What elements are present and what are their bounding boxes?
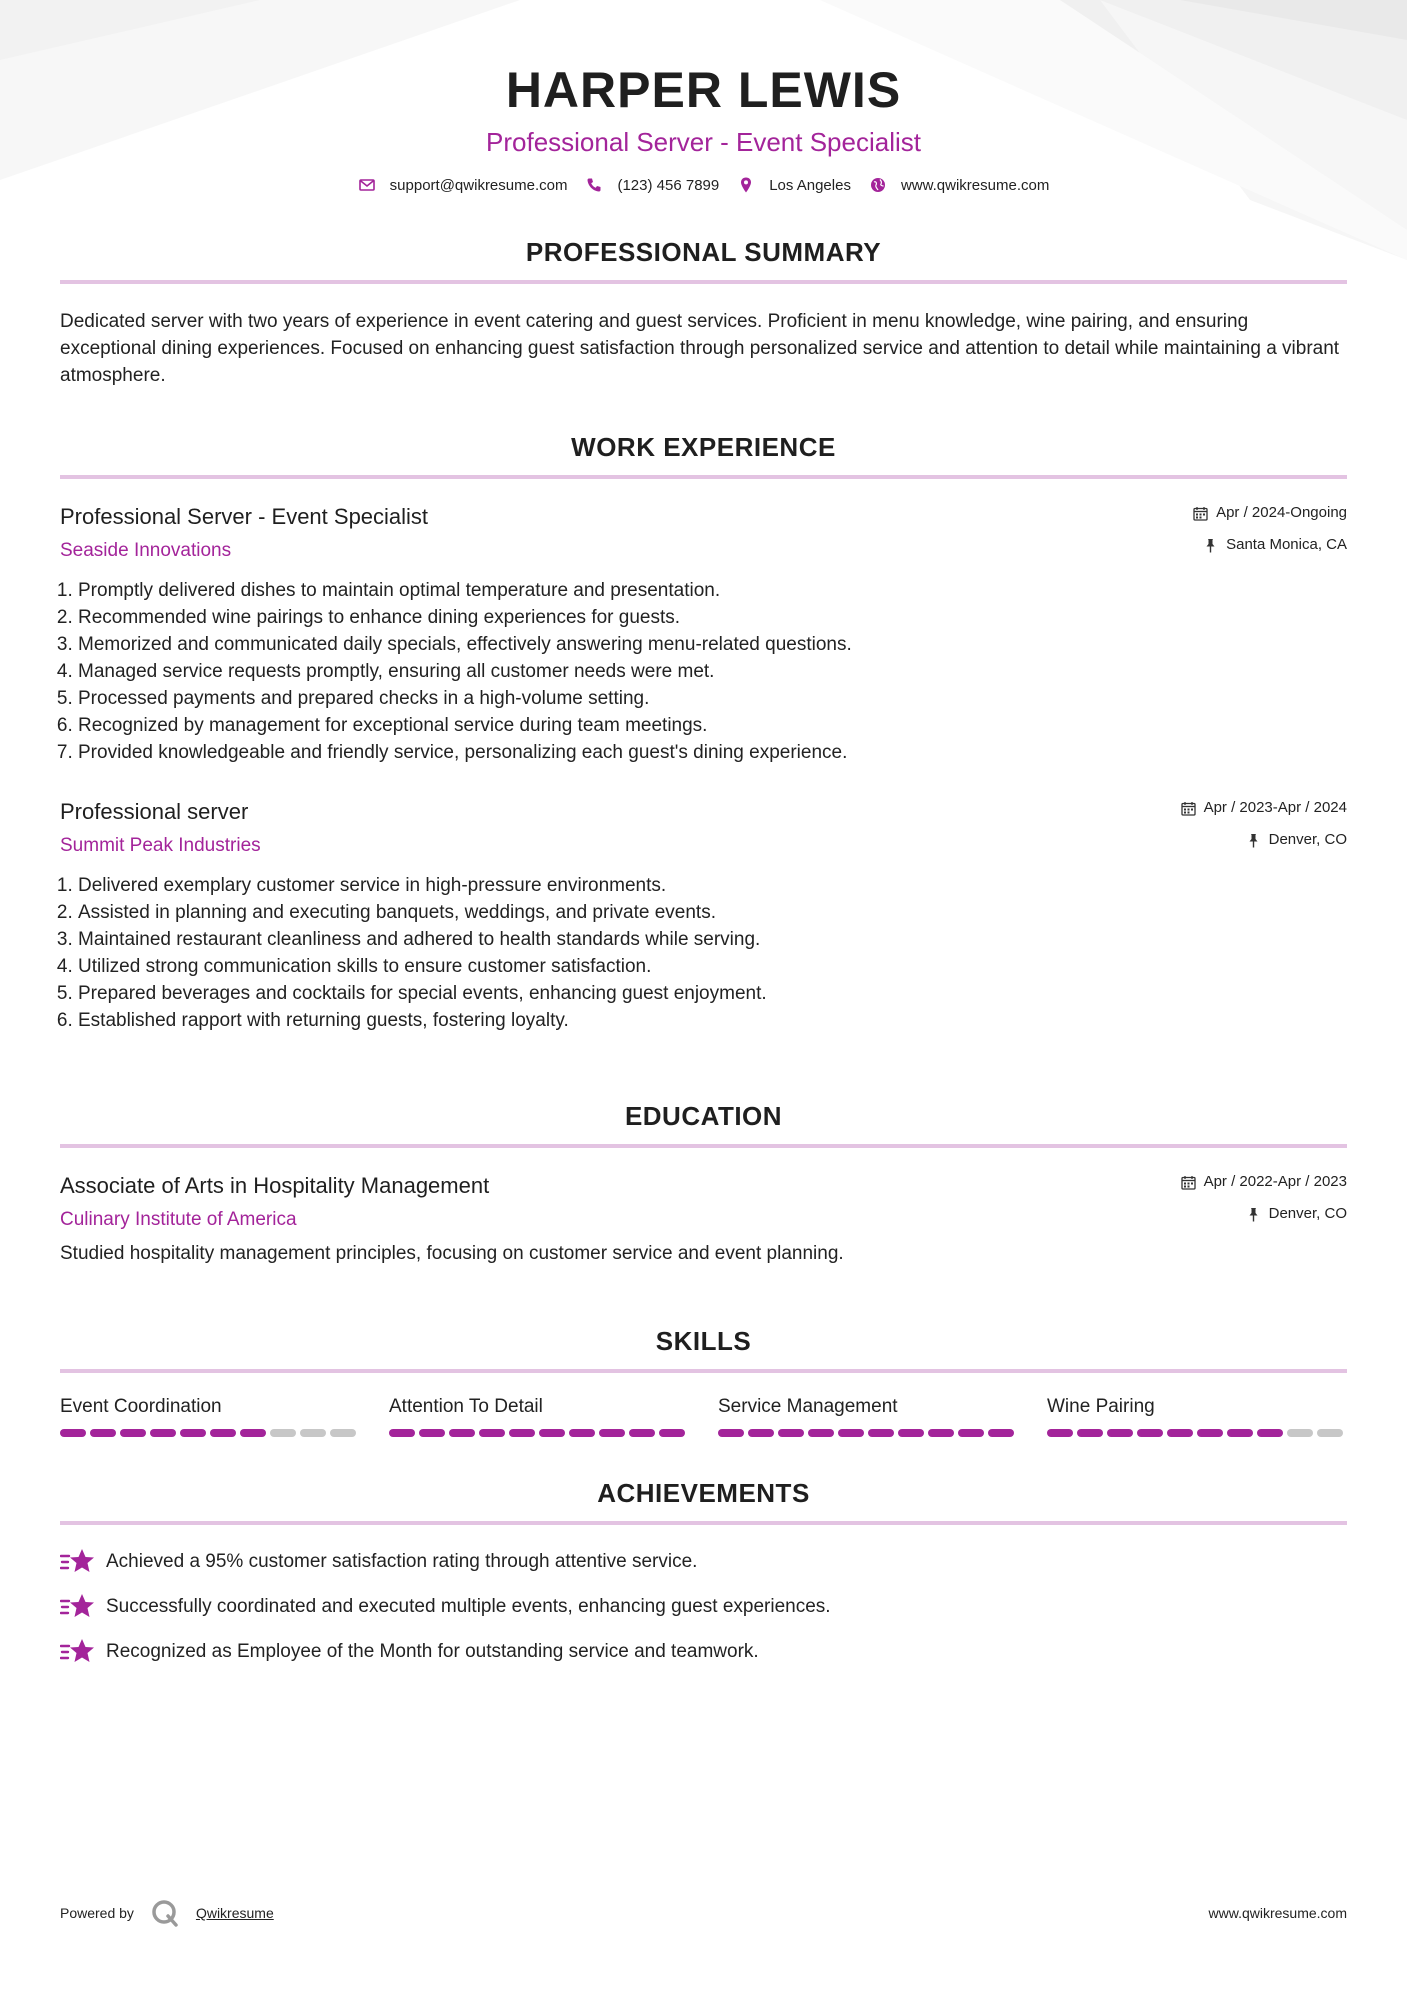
skill-dot-filled <box>389 1429 415 1437</box>
education-section <box>60 1100 1347 1267</box>
skill-name: Attention To Detail <box>389 1396 543 1417</box>
list-item: 5. Processed payments and prepared checks in a high-volume setting. <box>78 685 1347 712</box>
skill-dot-filled <box>210 1429 236 1437</box>
contact-email[interactable] <box>358 176 568 194</box>
job-location: Santa Monica, CA <box>1226 536 1347 553</box>
skill-dot-filled <box>539 1429 565 1437</box>
candidate-name: HARPER LEWIS <box>505 62 902 118</box>
footer-website[interactable]: www.qwikresume.com <box>1208 1905 1347 1921</box>
star-icon <box>60 1592 96 1620</box>
job-responsibilities <box>60 577 1347 766</box>
achievements-heading: ACHIEVEMENTS <box>597 1478 810 1508</box>
skill-dot-filled <box>90 1429 116 1437</box>
star-icon <box>60 1547 96 1575</box>
education-entry <box>60 1172 1347 1267</box>
education-description: Studied hospitality management principles, focusing on customer service and event planning. <box>60 1243 844 1264</box>
skill-rating <box>1047 1429 1347 1437</box>
skill-dot-filled <box>120 1429 146 1437</box>
skill-name: Service Management <box>718 1396 898 1417</box>
skill-dot-filled <box>808 1429 834 1437</box>
company-name: Seaside Innovations <box>60 540 232 561</box>
phone-text: (123) 456 7899 <box>617 176 720 194</box>
location-text: Los Angeles <box>769 176 851 194</box>
achievement-text: Successfully coordinated and executed multiple events, enhancing guest experiences. <box>106 1595 831 1617</box>
skill-name: Wine Pairing <box>1047 1396 1155 1417</box>
powered-by <box>60 1898 274 1928</box>
work-experience-heading: WORK EXPERIENCE <box>571 432 836 462</box>
pushpin-icon <box>1246 833 1261 848</box>
achievements-list <box>60 1547 1347 1665</box>
skill-dot-filled <box>928 1429 954 1437</box>
map-pin-icon <box>737 176 755 194</box>
skill-dot-filled <box>1197 1429 1223 1437</box>
pushpin-icon <box>1203 538 1218 553</box>
skill-dot-filled <box>868 1429 894 1437</box>
list-item: 3. Memorized and communicated daily specials, effectively answering menu-related questions. <box>78 631 1347 658</box>
work-experience-section <box>60 431 1347 1034</box>
skill-dot-filled <box>1137 1429 1163 1437</box>
skill-dot-filled <box>569 1429 595 1437</box>
contact-phone[interactable] <box>585 176 719 194</box>
skill-dot-filled <box>509 1429 535 1437</box>
skill-dot-filled <box>988 1429 1014 1437</box>
skill-dot-filled <box>1107 1429 1133 1437</box>
school-name: Culinary Institute of America <box>60 1209 297 1230</box>
list-item: 7. Provided knowledgeable and friendly service, personalizing each guest's dining experience. <box>78 739 1347 766</box>
skill-dot-empty <box>1317 1429 1343 1437</box>
calendar-icon <box>1181 801 1196 816</box>
powered-by-label: Powered by <box>60 1905 134 1921</box>
skill-item <box>60 1395 360 1437</box>
skill-dot-filled <box>449 1429 475 1437</box>
skill-rating <box>718 1429 1018 1437</box>
list-item: 3. Maintained restaurant cleanliness and adhered to health standards while serving. <box>78 926 1347 953</box>
skill-name: Event Coordination <box>60 1396 222 1417</box>
skill-dot-filled <box>778 1429 804 1437</box>
skills-section <box>60 1325 1347 1437</box>
section-divider <box>60 1369 1347 1373</box>
skill-item <box>389 1395 689 1437</box>
pushpin-icon <box>1246 1207 1261 1222</box>
contact-location <box>737 176 851 194</box>
calendar-icon <box>1193 506 1208 521</box>
job-entry <box>60 503 1347 766</box>
list-item: 5. Prepared beverages and cocktails for special events, enhancing guest enjoyment. <box>78 980 1347 1007</box>
resume-header <box>60 0 1347 194</box>
job-location: Denver, CO <box>1268 831 1347 848</box>
skill-dot-filled <box>479 1429 505 1437</box>
skill-dot-filled <box>180 1429 206 1437</box>
company-name: Summit Peak Industries <box>60 835 261 856</box>
job-dates: Apr / 2024-Ongoing <box>1216 504 1347 521</box>
calendar-icon <box>1181 1175 1196 1190</box>
envelope-icon <box>358 176 376 194</box>
job-dates: Apr / 2023-Apr / 2024 <box>1203 799 1347 816</box>
qwikresume-logo-icon <box>150 1898 180 1928</box>
skill-dot-filled <box>1257 1429 1283 1437</box>
skill-dot-filled <box>419 1429 445 1437</box>
summary-text: Dedicated server with two years of experience in event catering and guest services. Proficient in menu knowledge, wine pairing, and ensuring exceptional dining experiences. Focused on enhancing guest satisfaction through personalized service and attention to detail while maintaining a vibrant atmosphere. <box>60 311 1340 386</box>
achievement-text: Recognized as Employee of the Month for outstanding service and teamwork. <box>106 1640 759 1662</box>
achievement-item <box>60 1547 1347 1575</box>
skill-dot-filled <box>240 1429 266 1437</box>
website-text: www.qwikresume.com <box>900 176 1050 194</box>
skill-dot-filled <box>629 1429 655 1437</box>
list-item: 1. Promptly delivered dishes to maintain optimal temperature and presentation. <box>78 577 1347 604</box>
list-item: 1. Delivered exemplary customer service in high-pressure environments. <box>78 872 1347 899</box>
achievement-item <box>60 1637 1347 1665</box>
page-footer <box>60 1898 1347 1928</box>
education-location: Denver, CO <box>1268 1205 1347 1222</box>
skill-dot-filled <box>748 1429 774 1437</box>
skill-dot-filled <box>659 1429 685 1437</box>
skill-dot-empty <box>300 1429 326 1437</box>
education-heading: EDUCATION <box>624 1101 783 1131</box>
list-item: 6. Established rapport with returning guests, fostering loyalty. <box>78 1007 1347 1034</box>
section-divider <box>60 1521 1347 1525</box>
qwikresume-link[interactable]: Qwikresume <box>195 1905 274 1921</box>
candidate-title: Professional Server - Event Specialist <box>486 127 921 157</box>
list-item: 4. Managed service requests promptly, ensuring all customer needs were met. <box>78 658 1347 685</box>
skill-rating <box>60 1429 360 1437</box>
email-text: support@qwikresume.com <box>389 176 568 194</box>
job-title: Professional Server - Event Specialist <box>60 504 429 529</box>
achievement-text: Achieved a 95% customer satisfaction rating through attentive service. <box>106 1550 698 1572</box>
skill-dot-filled <box>150 1429 176 1437</box>
section-divider <box>60 280 1347 284</box>
skill-dot-filled <box>838 1429 864 1437</box>
summary-section <box>60 236 1347 389</box>
list-item: 6. Recognized by management for exceptional service during team meetings. <box>78 712 1347 739</box>
list-item: 2. Recommended wine pairings to enhance dining experiences for guests. <box>78 604 1347 631</box>
job-entry <box>60 798 1347 1034</box>
skill-dot-filled <box>1077 1429 1103 1437</box>
section-divider <box>60 475 1347 479</box>
education-dates: Apr / 2022-Apr / 2023 <box>1203 1173 1347 1190</box>
skill-dot-empty <box>1287 1429 1313 1437</box>
achievement-item <box>60 1592 1347 1620</box>
achievements-section <box>60 1477 1347 1665</box>
star-icon <box>60 1637 96 1665</box>
skills-heading: SKILLS <box>655 1326 752 1356</box>
contact-bar <box>60 176 1347 194</box>
skill-dot-filled <box>1167 1429 1193 1437</box>
skills-list <box>60 1395 1347 1437</box>
skill-item <box>1047 1395 1347 1437</box>
degree-name: Associate of Arts in Hospitality Management <box>60 1173 490 1198</box>
section-divider <box>60 1144 1347 1148</box>
phone-icon <box>585 176 603 194</box>
job-title: Professional server <box>60 799 249 824</box>
skill-dot-filled <box>1047 1429 1073 1437</box>
job-responsibilities <box>60 872 1347 1034</box>
summary-heading: PROFESSIONAL SUMMARY <box>525 237 882 267</box>
skill-dot-filled <box>718 1429 744 1437</box>
list-item: 4. Utilized strong communication skills to ensure customer satisfaction. <box>78 953 1347 980</box>
skill-rating <box>389 1429 689 1437</box>
skill-dot-filled <box>599 1429 625 1437</box>
skill-dot-filled <box>60 1429 86 1437</box>
list-item: 2. Assisted in planning and executing banquets, weddings, and private events. <box>78 899 1347 926</box>
skill-dot-empty <box>270 1429 296 1437</box>
skill-dot-empty <box>330 1429 356 1437</box>
skill-item <box>718 1395 1018 1437</box>
globe-icon <box>869 176 887 194</box>
skill-dot-filled <box>958 1429 984 1437</box>
skill-dot-filled <box>1227 1429 1253 1437</box>
contact-website[interactable] <box>869 176 1049 194</box>
skill-dot-filled <box>898 1429 924 1437</box>
